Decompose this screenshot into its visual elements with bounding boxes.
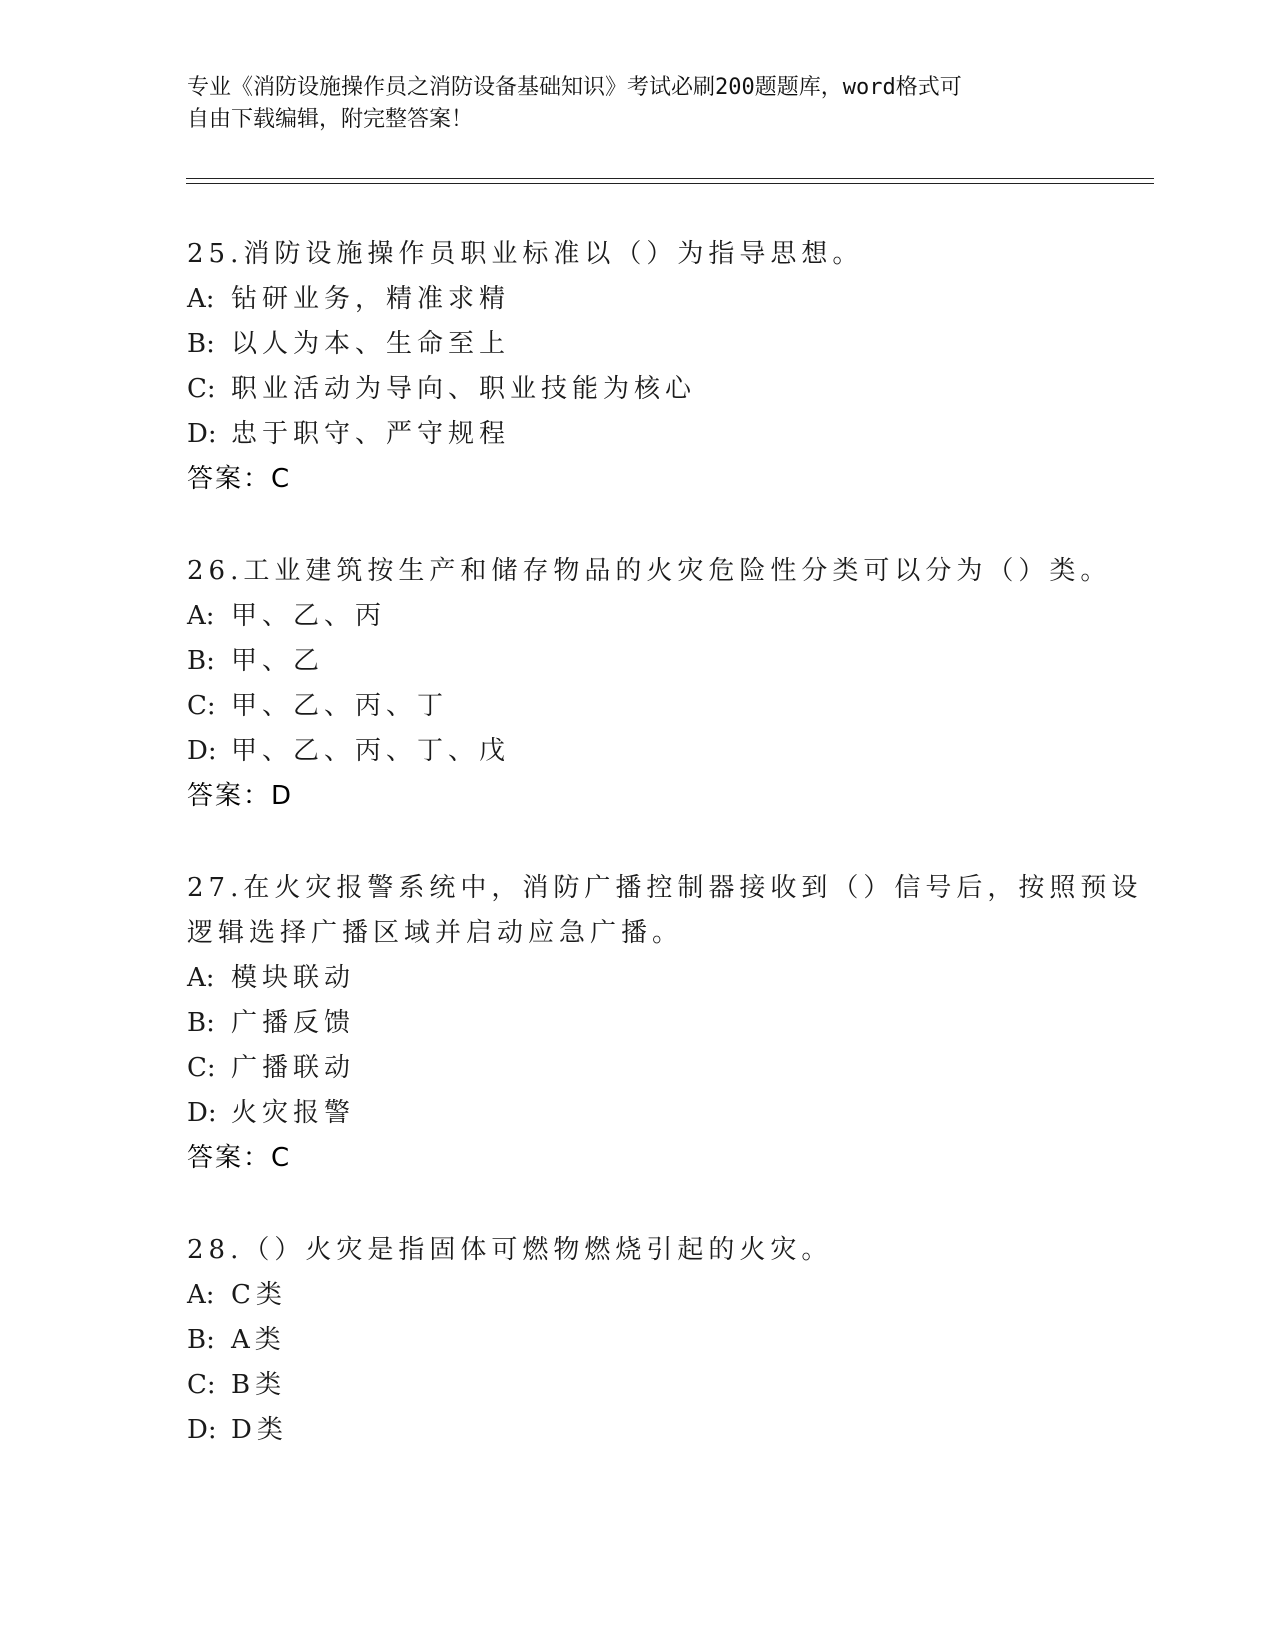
option-d [187,1408,1087,1453]
question-stem [187,232,1087,277]
question-stem [187,866,1143,956]
option-letter: A: [187,601,215,631]
question-stem [187,1228,1087,1273]
option-text: 模块联动 [231,963,356,993]
option-text: 广播反馈 [231,1008,356,1038]
option-letter: A: [187,1280,215,1310]
question-stem-line: 27.在火灾报警系统中，消防广播控制器接收到（）信号后，按照预设 [187,873,1143,903]
option-text: 以人为本、生命至上 [231,329,511,359]
question-stem-line: 26.工业建筑按生产和储存物品的火灾危险性分类可以分为（）类。 [187,556,1112,586]
option-text: 忠于职守、严守规程 [231,419,511,449]
answer-label: 答案：D [187,781,294,811]
option-text: 甲、乙、丙、丁 [231,691,449,721]
option-letter: B: [187,646,215,676]
answer-label: 答案：C [187,1143,292,1173]
option-text: 职业活动为导向、职业技能为核心 [231,374,697,404]
option-text: 甲、乙、丙 [231,601,387,631]
option-c [187,367,1087,412]
document-header [187,72,1067,136]
option-text: 甲、乙、丙、丁、戊 [231,736,511,766]
option-a [187,594,1087,639]
question-stem [187,549,1112,594]
option-letter: D: [187,1415,217,1445]
header-title-line-2: 自由下载编辑，附完整答案！ [187,107,474,132]
option-b [187,639,1087,684]
option-letter: B: [187,329,215,359]
option-letter: C: [187,691,216,721]
question-27 [187,866,1143,1181]
option-b [187,1001,1087,1046]
question-stem-line: 25.消防设施操作员职业标准以（）为指导思想。 [187,239,864,269]
option-text: D类 [231,1415,288,1445]
option-c [187,684,1087,729]
option-c [187,1046,1087,1091]
option-text: C类 [231,1280,287,1310]
option-text: 甲、乙 [231,646,325,676]
question-list [187,232,1143,1500]
option-text: 钻研业务，精准求精 [231,284,511,314]
option-letter: C: [187,1370,216,1400]
option-letter: D: [187,419,217,449]
option-letter: A: [187,963,215,993]
question-28 [187,1228,1087,1453]
option-text: 广播联动 [231,1053,356,1083]
question-stem-line: 28.（）火灾是指固体可燃物燃烧引起的火灾。 [187,1235,833,1265]
option-letter: C: [187,374,216,404]
option-d [187,412,1087,457]
option-a [187,277,1087,322]
option-letter: D: [187,736,217,766]
option-a [187,956,1087,1001]
option-c [187,1363,1087,1408]
header-title-line-1: 专业《消防设施操作员之消防设备基础知识》考试必刷200题题库，word格式可 [187,75,962,100]
question-stem-line: 逻辑选择广播区域并启动应急广播。 [187,918,684,948]
option-text: B类 [231,1370,287,1400]
option-letter: B: [187,1325,215,1355]
option-b [187,1318,1087,1363]
option-letter: C: [187,1053,216,1083]
header-divider-bottom [186,183,1154,184]
answer-label: 答案：C [187,464,292,494]
option-text: 火灾报警 [231,1098,356,1128]
option-letter: B: [187,1008,215,1038]
option-d [187,729,1087,774]
option-a [187,1273,1087,1318]
option-b [187,322,1087,367]
option-text: A类 [231,1325,286,1355]
option-letter: A: [187,284,215,314]
question-26 [187,549,1112,819]
option-letter: D: [187,1098,217,1128]
question-25 [187,232,1087,502]
option-d [187,1091,1087,1136]
header-divider-top [186,178,1154,179]
